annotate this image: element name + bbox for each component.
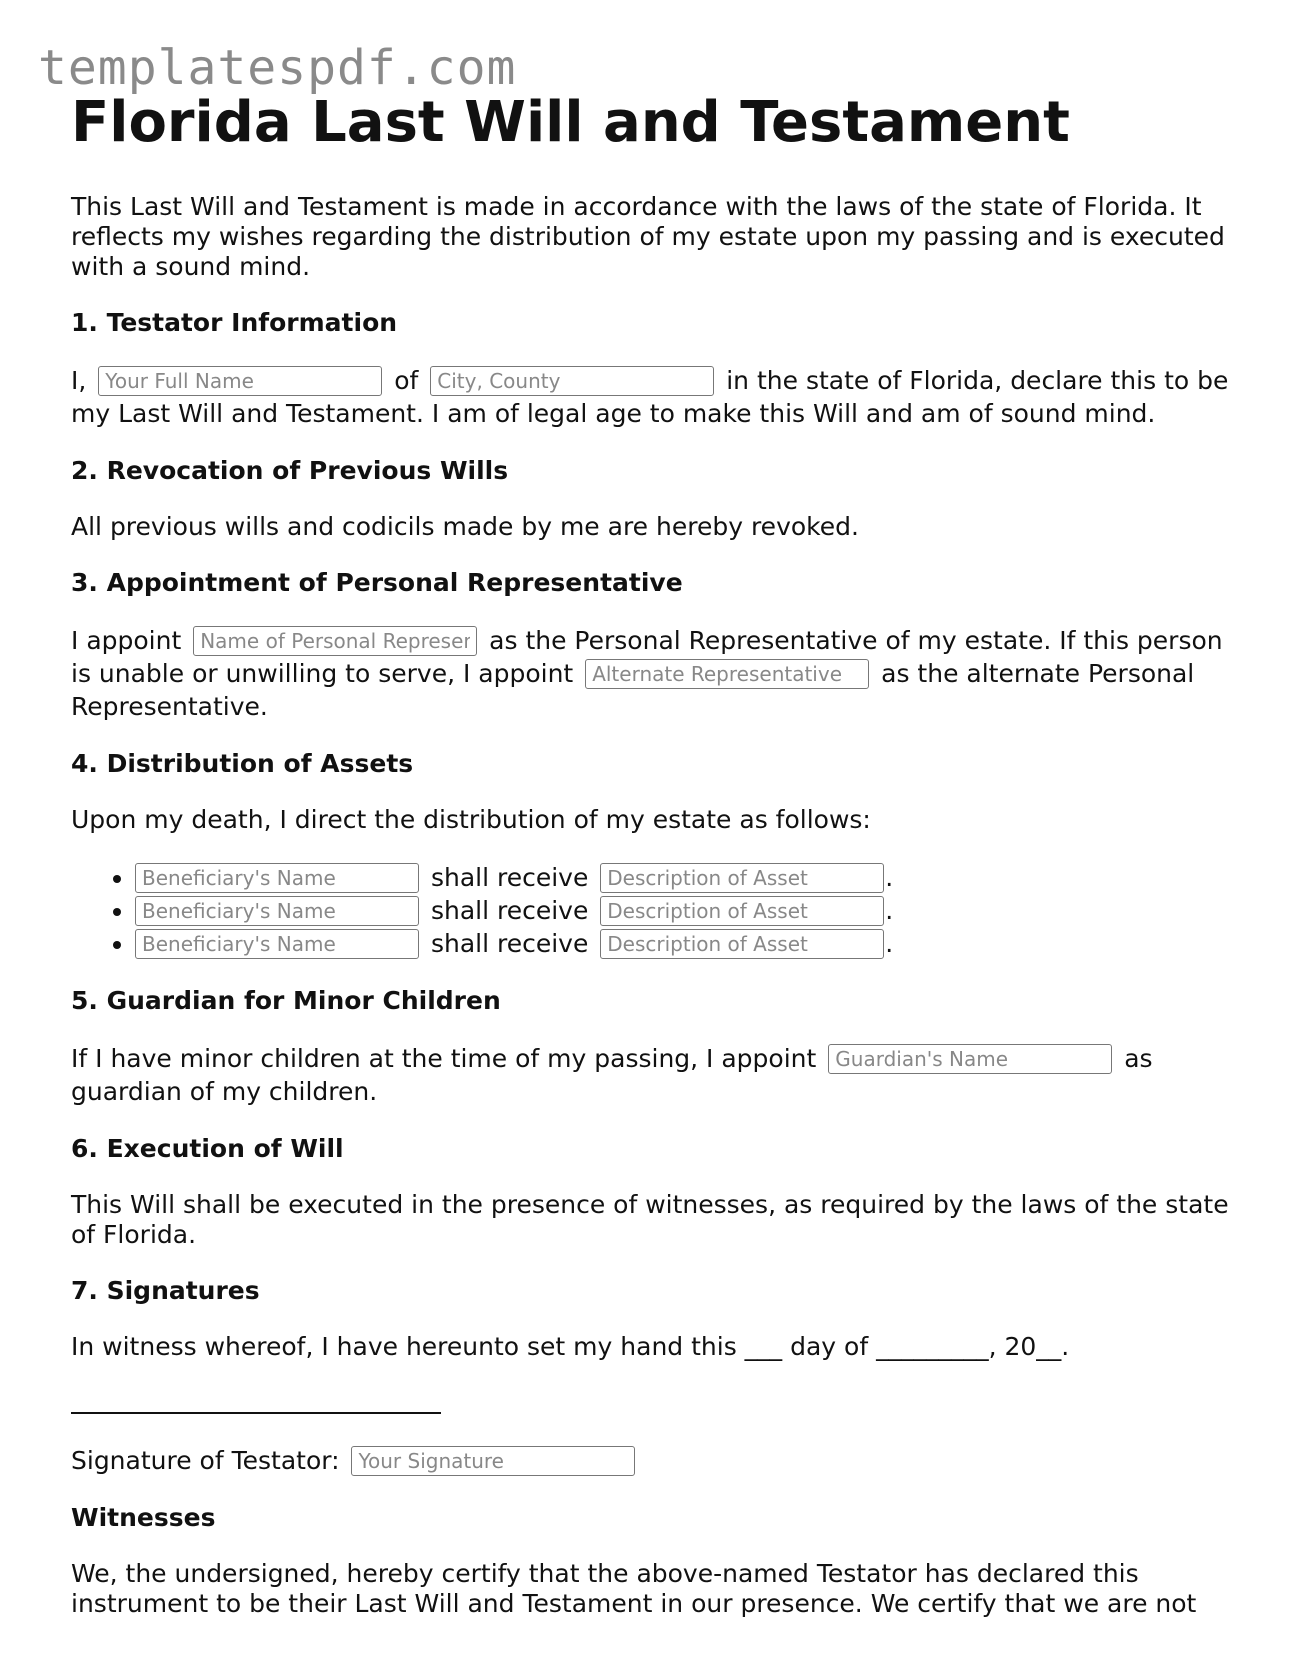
representative-pre-text: I appoint [71, 626, 190, 655]
item-end-text: . [885, 896, 894, 925]
beneficiary-name-input[interactable] [135, 863, 419, 893]
section-heading-testator: 1. Testator Information [71, 308, 398, 337]
section-heading-representative: 3. Appointment of Personal Representative [71, 568, 683, 597]
testator-paragraph [71, 364, 1231, 430]
list-item [135, 927, 1231, 960]
section-heading-guardian: 5. Guardian for Minor Children [71, 986, 501, 1015]
item-end-text: . [885, 863, 894, 892]
guardian-pre-text: If I have minor children at the time of my passing, I appoint [71, 1044, 825, 1073]
city-county-input[interactable] [430, 366, 714, 396]
asset-description-input[interactable] [600, 929, 884, 959]
section-heading-distribution: 4. Distribution of Assets [71, 749, 414, 778]
representative-mid-text: as the Personal Representative of my estate. If this person is unable or unwilling to serve, I appoint [71, 626, 1223, 688]
personal-representative-input[interactable] [193, 626, 477, 656]
beneficiary-name-input[interactable] [135, 929, 419, 959]
guardian-post-text: as guardian of my children. [71, 1044, 1153, 1106]
beneficiary-name-input[interactable] [135, 896, 419, 926]
alternate-representative-input[interactable] [585, 659, 869, 689]
distribution-list [71, 861, 1231, 960]
shall-receive-text: shall receive [423, 863, 597, 892]
watermark: templatespdf.com [38, 40, 517, 96]
full-name-input[interactable] [98, 366, 382, 396]
testator-pre-text: I, [71, 366, 95, 395]
signature-date-paragraph: In witness whereof, I have hereunto set my hand this ___ day of _________, 20__. [71, 1332, 1070, 1361]
asset-description-input[interactable] [600, 863, 884, 893]
signature-row [71, 1444, 1231, 1477]
asset-description-input[interactable] [600, 896, 884, 926]
section-heading-revocation: 2. Revocation of Previous Wills [71, 456, 509, 485]
section-heading-signatures: 7. Signatures [71, 1276, 260, 1305]
distribution-paragraph: Upon my death, I direct the distribution of my estate as follows: [71, 805, 871, 834]
representative-paragraph [71, 624, 1231, 723]
witnesses-paragraph: We, the undersigned, hereby certify that the above-named Testator has declared this instrument to be their Last Will and Testament in our presence. We certify that we are not [71, 1559, 1197, 1618]
revocation-paragraph: All previous wills and codicils made by me are hereby revoked. [71, 512, 859, 541]
list-item [135, 894, 1231, 927]
signature-line [71, 1412, 441, 1414]
list-item [135, 861, 1231, 894]
intro-paragraph: This Last Will and Testament is made in accordance with the laws of the state of Florida. It reflects my wishes regarding the distribution of my estate upon my passing and is executed with a sound mind. [71, 192, 1225, 281]
testator-of-text: of [386, 366, 427, 395]
execution-paragraph: This Will shall be executed in the presence of witnesses, as required by the laws of the state of Florida. [71, 1190, 1229, 1249]
guardian-paragraph [71, 1042, 1231, 1108]
section-heading-witnesses: Witnesses [71, 1503, 216, 1532]
item-end-text: . [885, 929, 894, 958]
testator-post-text: in the state of Florida, declare this to be my Last Will and Testament. I am of legal age to make this Will and am of sound mind. [71, 366, 1229, 428]
shall-receive-text: shall receive [423, 929, 597, 958]
page-title: Florida Last Will and Testament [71, 90, 1070, 155]
document [71, 86, 1231, 1619]
section-heading-execution: 6. Execution of Will [71, 1134, 344, 1163]
guardian-name-input[interactable] [828, 1044, 1112, 1074]
signature-input[interactable] [351, 1446, 635, 1476]
signature-label: Signature of Testator: [71, 1446, 348, 1475]
shall-receive-text: shall receive [423, 896, 597, 925]
representative-post-text: as the alternate Personal Representative. [71, 659, 1195, 721]
